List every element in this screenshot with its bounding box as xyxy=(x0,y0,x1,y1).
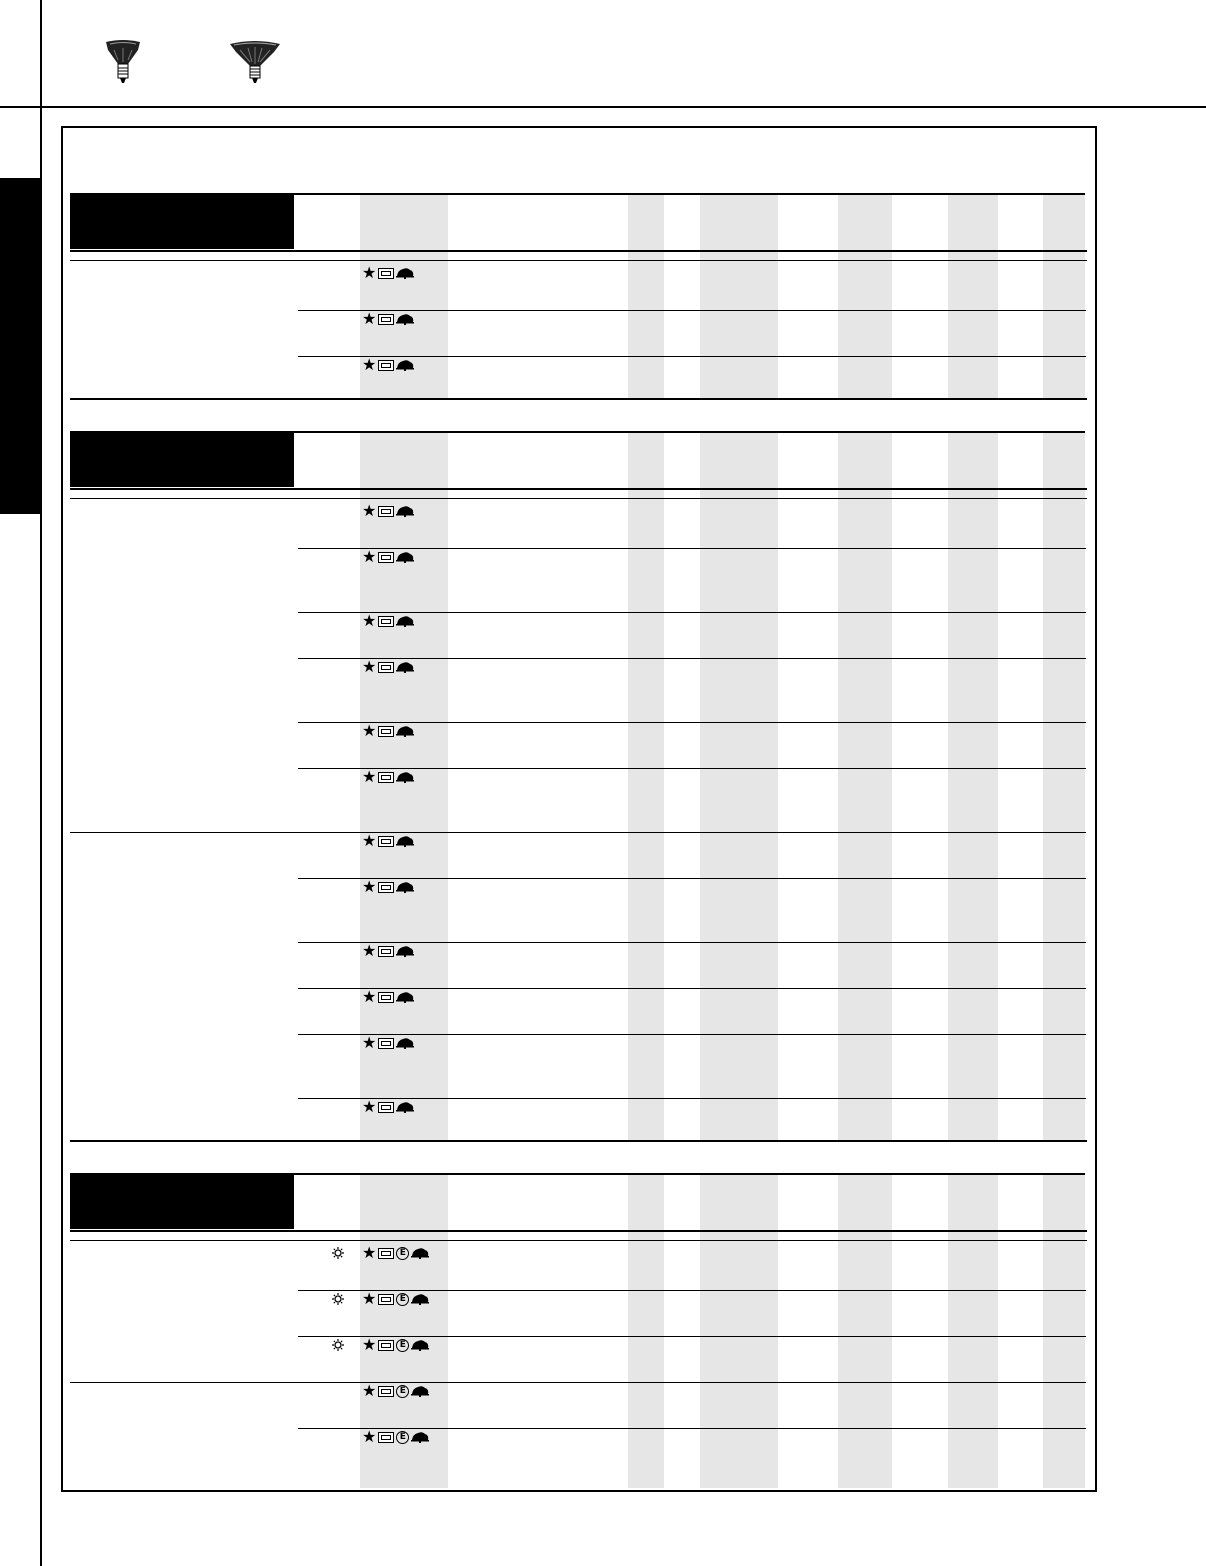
tree-icon xyxy=(396,359,414,371)
star-icon: ★ xyxy=(362,1097,377,1116)
section-end-rule xyxy=(70,1140,1087,1142)
star-icon: ★ xyxy=(362,1335,377,1354)
feature-icons xyxy=(362,613,414,629)
feature-icons xyxy=(362,311,414,327)
tree-icon xyxy=(396,1037,414,1049)
feature-icons xyxy=(362,1099,414,1115)
feature-icons xyxy=(362,989,414,1005)
par20-lamp-icon xyxy=(104,38,142,86)
shaded-column xyxy=(628,193,664,398)
section-sub-rule xyxy=(70,1240,1087,1241)
io-icon xyxy=(378,360,394,371)
shaded-column xyxy=(948,1173,998,1488)
e-icon: E xyxy=(396,1293,409,1306)
tree-icon xyxy=(396,505,414,517)
star-icon: ★ xyxy=(362,831,377,850)
feature-icons xyxy=(362,1337,429,1353)
io-icon xyxy=(378,882,394,893)
io-icon xyxy=(378,1294,394,1305)
star-icon: ★ xyxy=(362,309,377,328)
io-icon xyxy=(378,1102,394,1113)
row-divider xyxy=(298,768,1086,769)
io-icon xyxy=(378,662,394,673)
feature-icons xyxy=(362,723,414,739)
io-icon xyxy=(378,726,394,737)
feature-icons xyxy=(362,357,414,373)
par30-lamp-icon xyxy=(228,38,282,86)
shaded-column xyxy=(838,1173,892,1488)
section-top-rule xyxy=(294,1173,1085,1175)
section-sub-rule xyxy=(70,260,1087,261)
row-divider xyxy=(298,988,1086,989)
row-divider xyxy=(298,658,1086,659)
section-sub-rule xyxy=(70,498,1087,499)
feature-icons xyxy=(362,1035,414,1051)
e-icon: E xyxy=(396,1431,409,1444)
io-icon xyxy=(378,616,394,627)
tree-icon xyxy=(396,771,414,783)
feature-icons xyxy=(362,943,414,959)
shaded-column xyxy=(948,193,998,398)
tree-icon xyxy=(396,725,414,737)
feature-icons xyxy=(362,1291,429,1307)
star-icon: ★ xyxy=(362,657,377,676)
star-icon: ★ xyxy=(362,501,377,520)
io-icon xyxy=(378,1038,394,1049)
tree-icon xyxy=(396,881,414,893)
e-icon: E xyxy=(396,1339,409,1352)
shaded-column xyxy=(700,1173,778,1488)
star-icon: ★ xyxy=(362,877,377,896)
tree-icon xyxy=(411,1431,429,1443)
shaded-column xyxy=(628,1173,664,1488)
group-divider xyxy=(70,1382,1086,1383)
shaded-column xyxy=(700,193,778,398)
star-icon: ★ xyxy=(362,767,377,786)
feature-icons xyxy=(362,833,414,849)
tree-icon xyxy=(411,1339,429,1351)
feature-icons xyxy=(362,879,414,895)
tree-icon xyxy=(396,615,414,627)
star-icon: ★ xyxy=(362,1381,377,1400)
tree-icon xyxy=(396,267,414,279)
io-icon xyxy=(378,506,394,517)
star-icon: ★ xyxy=(362,1427,377,1446)
feature-icons xyxy=(362,769,414,785)
row-divider xyxy=(298,722,1086,723)
section-top-rule xyxy=(294,193,1085,195)
io-icon xyxy=(378,946,394,957)
feature-icons xyxy=(362,1383,429,1399)
tree-icon xyxy=(411,1293,429,1305)
feature-icons xyxy=(362,265,414,281)
section-header-block xyxy=(70,1173,294,1229)
tree-icon xyxy=(396,313,414,325)
tree-icon xyxy=(396,551,414,563)
feature-icons xyxy=(362,549,414,565)
tree-icon xyxy=(396,991,414,1003)
row-divider xyxy=(298,942,1086,943)
star-icon: ★ xyxy=(362,355,377,374)
spec-table-frame xyxy=(61,126,1097,1492)
io-icon xyxy=(378,992,394,1003)
star-icon: ★ xyxy=(362,1033,377,1052)
row-divider xyxy=(298,1034,1086,1035)
io-icon xyxy=(378,1340,394,1351)
section-header-rule xyxy=(70,1230,1087,1232)
io-icon xyxy=(378,1248,394,1259)
tree-icon xyxy=(396,945,414,957)
header-rule xyxy=(0,106,1206,108)
section-header-rule xyxy=(70,488,1087,490)
row-divider xyxy=(298,310,1086,311)
star-icon: ★ xyxy=(362,1289,377,1308)
shaded-column xyxy=(838,193,892,398)
row-divider xyxy=(298,356,1086,357)
io-icon xyxy=(378,314,394,325)
section-header-block xyxy=(70,431,294,487)
star-icon: ★ xyxy=(362,611,377,630)
tree-icon xyxy=(396,1101,414,1113)
io-icon xyxy=(378,836,394,847)
io-icon xyxy=(378,552,394,563)
sun-icon xyxy=(332,1247,344,1259)
star-icon: ★ xyxy=(362,987,377,1006)
star-icon: ★ xyxy=(362,1243,377,1262)
feature-icons xyxy=(362,659,414,675)
shaded-column xyxy=(1043,1173,1085,1488)
row-divider xyxy=(298,878,1086,879)
row-divider xyxy=(298,1098,1086,1099)
star-icon: ★ xyxy=(362,941,377,960)
tree-icon xyxy=(396,835,414,847)
section-end-rule xyxy=(70,398,1087,400)
section-header-block xyxy=(70,193,294,249)
star-icon: ★ xyxy=(362,547,377,566)
shaded-column xyxy=(1043,193,1085,398)
io-icon xyxy=(378,772,394,783)
e-icon: E xyxy=(396,1247,409,1260)
io-icon xyxy=(378,1432,394,1443)
section-header-rule xyxy=(70,250,1087,252)
feature-icons xyxy=(362,1429,429,1445)
group-divider xyxy=(70,832,1086,833)
tree-icon xyxy=(411,1247,429,1259)
star-icon: ★ xyxy=(362,263,377,282)
star-icon: ★ xyxy=(362,721,377,740)
tree-icon xyxy=(411,1385,429,1397)
sun-icon xyxy=(332,1339,344,1351)
sun-icon xyxy=(332,1293,344,1305)
row-divider xyxy=(298,612,1086,613)
side-tab xyxy=(0,178,41,514)
io-icon xyxy=(378,268,394,279)
feature-icons xyxy=(362,503,414,519)
row-divider xyxy=(298,548,1086,549)
feature-icons xyxy=(362,1245,429,1261)
section-top-rule xyxy=(294,431,1085,433)
e-icon: E xyxy=(396,1385,409,1398)
io-icon xyxy=(378,1386,394,1397)
tree-icon xyxy=(396,661,414,673)
